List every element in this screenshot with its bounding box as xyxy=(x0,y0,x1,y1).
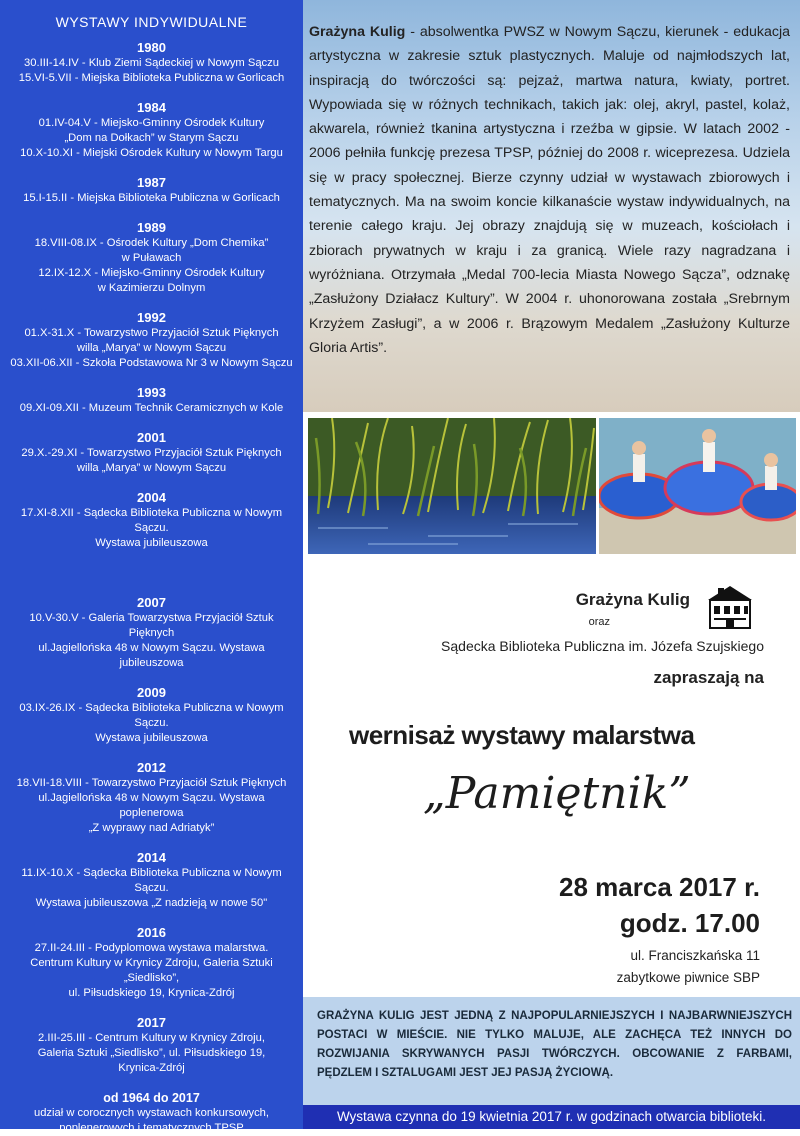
year-label: 1987 xyxy=(137,175,166,190)
exhibition-title: „Pamiętnik” xyxy=(423,768,691,819)
event-hour: godz. 17.00 xyxy=(619,908,760,938)
year-block xyxy=(6,175,297,206)
year-label: 2004 xyxy=(137,490,166,505)
year-block xyxy=(6,595,297,671)
year-block xyxy=(6,310,297,371)
invite-line: zapraszają na xyxy=(653,668,764,687)
event-street: ul. Franciszkańska 11 xyxy=(630,948,760,963)
exhibition-line: 03.IX-26.IX - Sądecka Biblioteka Publiczna w Nowym Sączu. xyxy=(19,702,284,729)
exhibition-line: 27.II-24.III - Podyplomowa wystawa malarstwa. xyxy=(34,942,269,954)
exhibition-line: 18.VIII-08.IX - Ośrodek Kultury „Dom Chemika” xyxy=(34,237,269,249)
exhibition-line: 18.VII-18.VIII - Towarzystwo Przyjaciół Sztuk Pięknych xyxy=(16,777,287,789)
exhibition-line: ul. Piłsudskiego 19, Krynica-Zdrój xyxy=(68,987,235,999)
exhibition-line: 30.III-14.IV - Klub Ziemi Sądeckiej w Nowym Sączu xyxy=(24,57,279,69)
year-block xyxy=(6,925,297,1001)
exhibitions-heading: WYSTAWY INDYWIDUALNE xyxy=(55,14,248,30)
year-block xyxy=(6,220,297,296)
reeds-painting xyxy=(308,418,596,554)
year-block xyxy=(6,100,297,161)
year-label: 1993 xyxy=(137,385,166,400)
exhibition-line: w Kazimierzu Dolnym xyxy=(97,282,206,294)
exhibitions-column xyxy=(0,0,303,1134)
summary-block xyxy=(0,1090,303,1136)
year-label: 2012 xyxy=(137,760,166,775)
library-building-icon xyxy=(704,584,756,630)
invitation xyxy=(303,560,800,996)
exhibition-line: 11.IX-10.X - Sądecka Biblioteka Publiczna w Nowym Sączu. xyxy=(21,867,282,894)
year-block xyxy=(6,760,297,836)
artist-name: Grażyna Kulig xyxy=(575,590,690,609)
exhibition-list xyxy=(0,30,303,1076)
year-label: 1980 xyxy=(137,40,166,55)
exhibition-line: willa „Marya” w Nowym Sączu xyxy=(76,462,227,474)
bio-background xyxy=(303,0,800,412)
summary-line: udział w corocznych wystawach konkursowych, xyxy=(33,1107,270,1119)
exhibition-line: 12.IX-12.X - Miejsko-Gminny Ośrodek Kultury xyxy=(38,267,265,279)
promo-text: GRAŻYNA KULIG JEST JEDNĄ Z NAJPOPULARNIEJSZYCH I NAJBARWNIEJSZYCH POSTACI W MIEŚCIE. NIE TYLKO MALUJE, ALE ZACHĘCA TEŻ INNYCH DO ROZWIJANIA SKRYWANYCH PASJI TWÓRCZYCH. OBCOWANIE Z FARBAMI, PĘDZLEM I SZTALUGAMI JEST JEJ PASJĄ ŻYCIOWĄ. xyxy=(317,1010,792,1079)
year-block xyxy=(6,1015,297,1076)
year-label: 2017 xyxy=(137,1015,166,1030)
main-column xyxy=(303,0,800,1129)
dancers-painting xyxy=(599,418,796,554)
exhibition-line: w Puławach xyxy=(121,252,182,264)
exhibition-line: 17.XI-8.XII - Sądecka Biblioteka Publiczna w Nowym Sączu. xyxy=(20,507,283,534)
exhibition-line: „Dom na Dołkach” w Starym Sączu xyxy=(64,132,239,144)
exhibition-line: 2.III-25.III - Centrum Kultury w Krynicy Zdroju, xyxy=(38,1032,265,1044)
event-name: wernisaż wystawy malarstwa xyxy=(349,720,695,750)
exhibition-line: 10.V-30.V - Galeria Towarzystwa Przyjaciół Sztuk Pięknych xyxy=(29,612,274,639)
exhibition-line: Centrum Kultury w Krynicy Zdroju, Galeria Sztuki „Siedlisko”, xyxy=(30,957,273,984)
year-label: 1984 xyxy=(137,100,166,115)
summary-title: od 1964 do 2017 xyxy=(103,1091,200,1105)
conjunction: oraz xyxy=(588,616,610,628)
year-label: 1992 xyxy=(137,310,166,325)
year-block xyxy=(6,385,297,416)
exhibition-line: 09.XI-09.XII - Muzeum Technik Ceramicznych w Kole xyxy=(19,402,284,414)
bio-name: Grażyna Kulig xyxy=(309,24,406,40)
year-block xyxy=(6,40,297,86)
library-name: Sądecka Biblioteka Publiczna im. Józefa Szujskiego xyxy=(441,638,764,654)
exhibition-line: „Z wyprawy nad Adriatyk” xyxy=(88,822,215,834)
exhibition-line: 10.X-10.XI - Miejski Ośrodek Kultury w Nowym Targu xyxy=(20,147,283,159)
exhibition-line: Galeria Sztuki „Siedlisko”, ul. Piłsudskiego 19, xyxy=(37,1047,266,1059)
exhibition-line: ul.Jagiellońska 48 w Nowym Sączu. Wystawa jubileuszowa xyxy=(38,642,265,669)
exhibition-line: 01.IV-04.V - Miejsko-Gminny Ośrodek Kultury xyxy=(38,117,265,129)
exhibition-line: 01.X-31.X - Towarzystwo Przyjaciół Sztuk Pięknych xyxy=(24,327,279,339)
summary-line: poplenerowych i tematycznych TPSP xyxy=(59,1122,244,1134)
year-block xyxy=(6,685,297,746)
exhibition-line: Wystawa jubileuszowa xyxy=(95,537,208,549)
year-label: 2009 xyxy=(137,685,166,700)
year-label: 2014 xyxy=(137,850,166,865)
bio-text xyxy=(303,0,800,360)
exhibition-line: willa „Marya” w Nowym Sączu xyxy=(76,342,227,354)
exhibition-line: Wystawa jubileuszowa xyxy=(95,732,208,744)
year-block xyxy=(6,490,297,551)
exhibition-line: Wystawa jubileuszowa „Z nadzieją w nowe 50" xyxy=(35,897,268,909)
exhibition-line: 29.X.-29.XI - Towarzystwo Przyjaciół Sztuk Pięknych xyxy=(21,447,282,459)
exhibition-line: Krynica-Zdrój xyxy=(118,1062,185,1074)
year-block xyxy=(6,430,297,476)
event-date: 28 marca 2017 r. xyxy=(559,872,760,902)
exhibition-line: 03.XII-06.XII - Szkoła Podstawowa Nr 3 w Nowym Sączu xyxy=(10,357,293,369)
year-label: 2007 xyxy=(137,595,166,610)
exhibition-line: 15.I-15.II - Miejska Biblioteka Publiczna w Gorlicach xyxy=(23,192,280,204)
exhibition-line: 15.VI-5.VII - Miejska Biblioteka Publiczna w Gorlicach xyxy=(18,72,285,84)
event-venue: zabytkowe piwnice SBP xyxy=(616,970,760,985)
year-block xyxy=(6,850,297,911)
bio-body: - absolwentka PWSZ w Nowym Sączu, kierunek - edukacja artystyczna w zakresie sztuk plastycznych. Maluje od najmłodszych lat, inspiracją do twórczości są: pejzaż, martwa natura, kwiaty, portret. Wypowiada się w różnych technikach, takich jak: olej, akryl, pastel, kolaż, akwarela, również tkanina artystyczna i rzeźba w gipsie. W latach 2002 - 2006 pełniła funkcję prezesa TPSP, później do 2008 r. wiceprezesa. Udziela się w pracy społecznej. Bierze czynny udział w wystawach zbiorowych i tematycznych. Ma na swoim koncie kilkanaście wystaw indywidualnych, na terenie całego kraju. Jej obrazy znajdują się w muzeach, kościołach i zbiorach prywatnych w kraju i za granicą. Wiele razy nagradzana i wyróżniana. Otrzymała „Medal 700-lecia Miasta Nowego Sącza”, odznakę „Zasłużony Działacz Kultury”. W 2004 r. uhonorowana została „Srebrnym Krzyżem Zasługi”, a w 2006 r. Brązowym Medalem „Zasłużony Kulturze Gloria Artis”. xyxy=(309,24,790,356)
footer-banner: Wystawa czynna do 19 kwietnia 2017 r. w godzinach otwarcia biblioteki. xyxy=(303,1105,800,1129)
promo-box xyxy=(303,997,800,1105)
exhibition-line: ul.Jagiellońska 48 w Nowym Sączu. Wystawa poplenerowa xyxy=(38,792,265,819)
year-label: 1989 xyxy=(137,220,166,235)
year-label: 2001 xyxy=(137,430,166,445)
year-label: 2016 xyxy=(137,925,166,940)
